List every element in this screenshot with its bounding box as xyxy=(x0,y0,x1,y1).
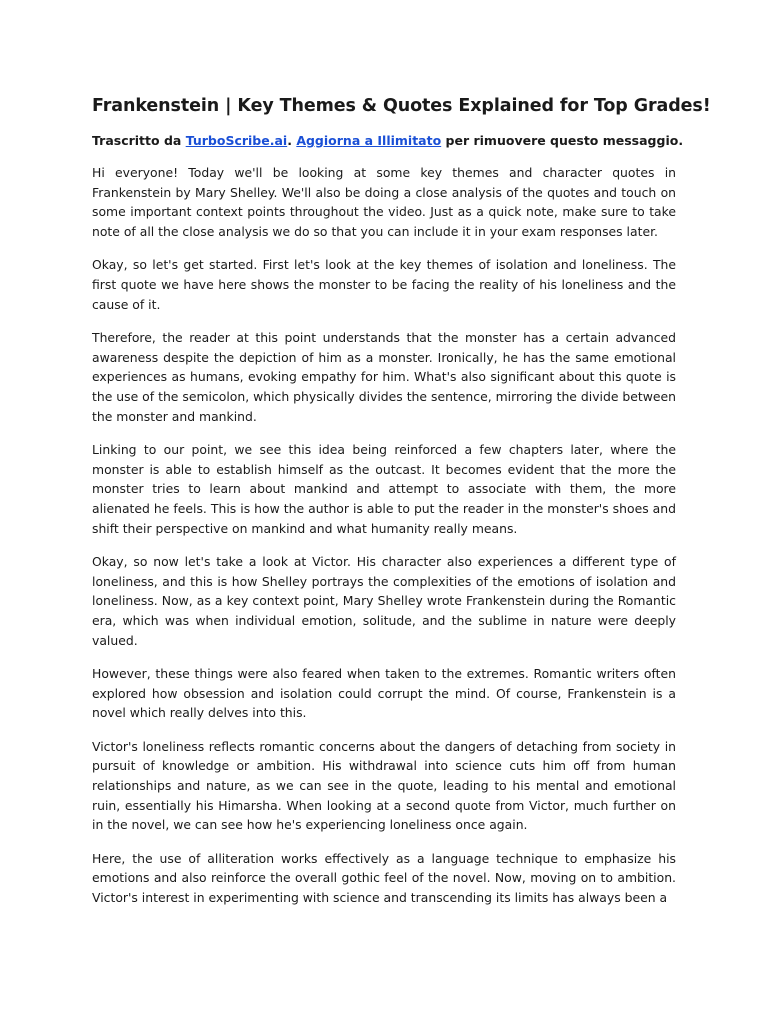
banner-separator: . xyxy=(287,133,297,148)
upgrade-unlimited-link[interactable]: Aggiorna a Illimitato xyxy=(296,133,442,148)
transcription-banner xyxy=(92,132,684,150)
turboscribe-link[interactable]: TurboScribe.ai xyxy=(185,133,288,148)
banner-suffix: per rimuovere questo messaggio. xyxy=(441,133,684,148)
paragraph-awareness: Therefore, the reader at this point understands that the monster has a certain advanced awareness despite the depiction of him as a monster. Ironically, he has the same emotional experiences as humans, evoking empathy for him. What's also significant about this quote is the use of the semicolon, which physically divides the sentence, mirroring the divide between the monster and mankind. xyxy=(92,329,676,424)
paragraph-ambition: Here, the use of alliteration works effectively as a language technique to emphasize his emotions and also reinforce the overall gothic feel of the novel. Now, moving on to ambition. Victor's interest in experimenting with science and transcending its limits has always been a xyxy=(92,850,676,905)
paragraph-outcast: Linking to our point, we see this idea being reinforced a few chapters later, where the monster is able to establish himself as the outcast. It becomes evident that the more the monster tries to learn about mankind and attempt to associate with them, the more alienated he feels. This is how the author is able to put the reader in the monster's shoes and shift their perspective on mankind and what humanity really means. xyxy=(92,441,676,536)
paragraph-loneliness: Victor's loneliness reflects romantic concerns about the dangers of detaching from society in pursuit of knowledge or ambition. His withdrawal into science cuts him off from human relationships and nature, as we can see in the quote, leading to his mental and emotional ruin, essentially his Himarsha. When looking at a second quote from Victor, much further on in the novel, we can see how he's experiencing loneliness once again. xyxy=(92,738,676,833)
document-page xyxy=(92,94,711,921)
banner-prefix: Trascritto da xyxy=(92,133,186,148)
paragraph-isolation: Okay, so let's get started. First let's look at the key themes of isolation and loneliness. The first quote we have here shows the monster to be facing the reality of his loneliness and the cause of it. xyxy=(92,257,676,312)
paragraph-intro: Hi everyone! Today we'll be looking at some key themes and character quotes in Frankenstein by Mary Shelley. We'll also be doing a close analysis of the quotes and touch on some important context points throughout the video. Just as a quick note, make sure to take note of all the close analysis we do so that you can include it in your exam responses later. xyxy=(92,165,676,240)
paragraph-romantic: However, these things were also feared when taken to the extremes. Romantic writers often explored how obsession and isolation could corrupt the mind. Of course, Frankenstein is a novel which really delves into this. xyxy=(92,665,676,721)
document-title: Frankenstein | Key Themes & Quotes Explained for Top Grades! xyxy=(92,96,711,116)
paragraph-victor: Okay, so now let's take a look at Victor. His character also experiences a different type of loneliness, and this is how Shelley portrays the complexities of the emotions of isolation and loneliness. Now, as a key context point, Mary Shelley wrote Frankenstein during the Romantic era, which was when individual emotion, solitude, and the sublime in nature were deeply valued. xyxy=(92,553,676,648)
